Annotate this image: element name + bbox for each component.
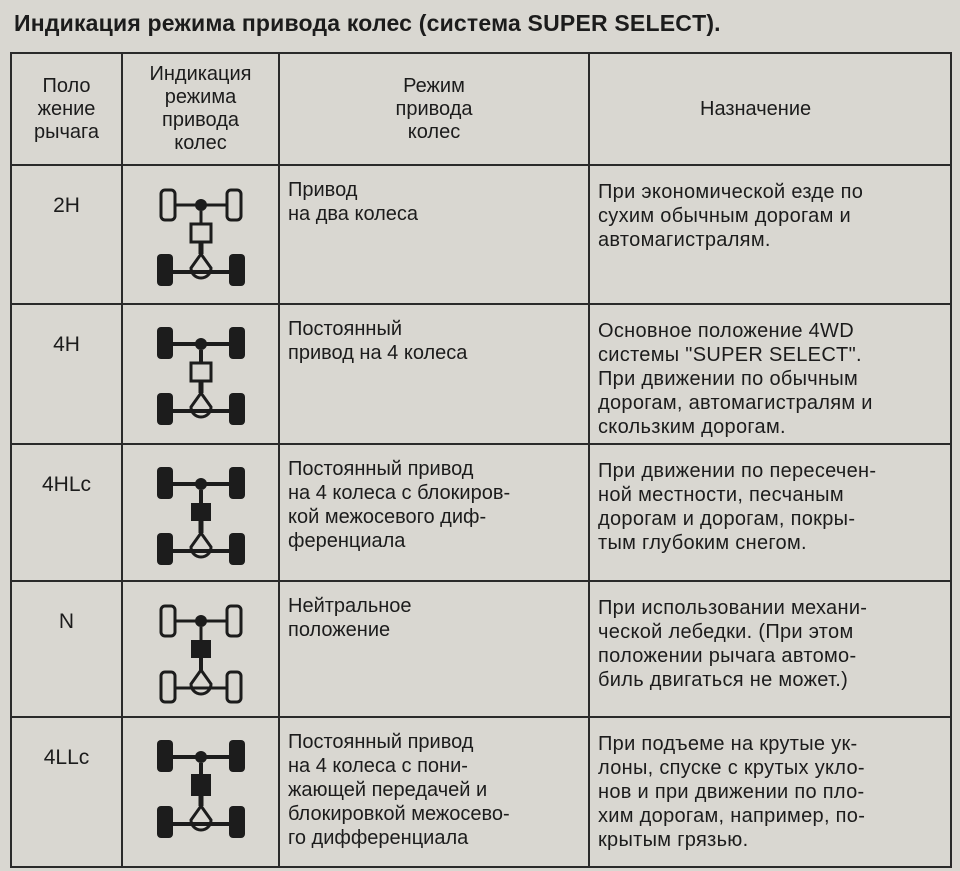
page-title: Индикация режима привода колес (система SUPER SELECT).	[14, 10, 721, 36]
drive-mode: Постоянный привод на 4 колеса	[279, 304, 589, 444]
purpose: Основное положение 4WD системы "SUPER SELECT". При движении по обычным дорогам, автомагистралям и скользким дорогам.	[589, 304, 951, 444]
table-row	[11, 717, 951, 867]
table-row	[11, 165, 951, 304]
header-mode: Режим привода колес	[279, 53, 589, 165]
drive-mode: Привод на два колеса	[279, 165, 589, 304]
table-row	[11, 304, 951, 444]
drive-4wd-low-locked-icon	[151, 736, 251, 846]
lever-position: 4LLc	[11, 717, 122, 867]
drive-mode: Нейтральное положение	[279, 581, 589, 717]
drive-2wd-icon	[151, 184, 251, 294]
drive-mode-table	[10, 52, 952, 868]
drive-neutral-icon	[151, 600, 251, 710]
lever-position: N	[11, 581, 122, 717]
purpose: При использовании механи- ческой лебедки. (При этом положении рычага автомо- биль двигаться не может.)	[589, 581, 951, 717]
header-row	[11, 53, 951, 165]
header-purpose: Назначение	[589, 53, 951, 165]
header-position: Поло жение рычага	[11, 53, 122, 165]
drive-mode: Постоянный привод на 4 колеса с пони- жающей передачей и блокировкой межосево- го дифференциала	[279, 717, 589, 867]
drive-mode: Постоянный привод на 4 колеса с блокиров- кой межосевого диф- ференциала	[279, 444, 589, 581]
purpose: При экономической езде по сухим обычным дорогам и автомагистралям.	[589, 165, 951, 304]
purpose: При подъеме на крутые ук- лоны, спуске с крутых укло- нов и при движении по пло- хим дорогам, например, по- крытым грязью.	[589, 717, 951, 867]
lever-position: 4H	[11, 304, 122, 444]
drive-4wd-locked-icon	[151, 463, 251, 573]
lever-position: 2H	[11, 165, 122, 304]
table-row	[11, 444, 951, 581]
drive-4wd-icon	[151, 323, 251, 433]
header-indication: Индикация режима привода колес	[122, 53, 279, 165]
purpose: При движении по пересечен- ной местности, песчаным дорогам и дорогам, покры- тым глубоким снегом.	[589, 444, 951, 581]
lever-position: 4HLc	[11, 444, 122, 581]
table-row	[11, 581, 951, 717]
